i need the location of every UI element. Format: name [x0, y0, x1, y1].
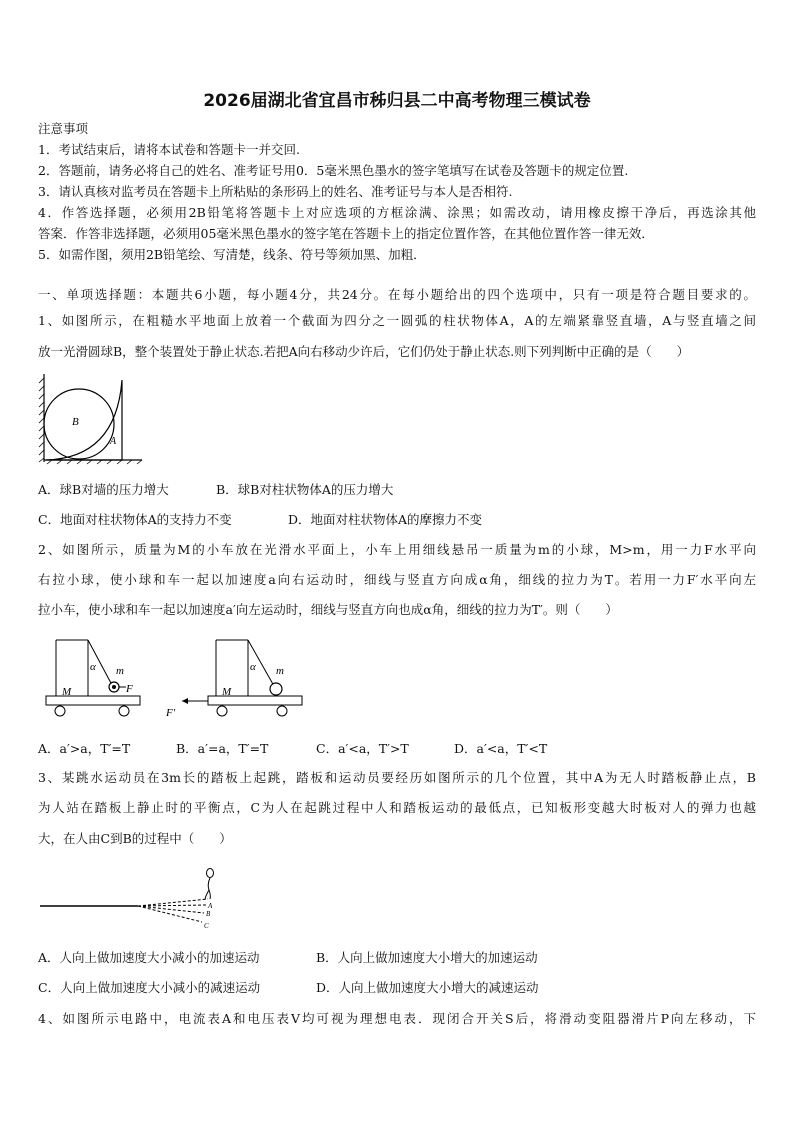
section-heading: 一、单项选择题：本题共6小题，每小题4分，共24分。在每小题给出的四个选项中，只有一项是符合题目要求的。 [38, 287, 756, 302]
question-1-figure [38, 372, 148, 464]
option-a[interactable]: A．a′>a，T′=T [38, 741, 131, 756]
ball-b-label: B [72, 416, 79, 428]
question-3-options [38, 978, 539, 996]
question-3-text: 大，在人由C到B的过程中（ ） [38, 831, 232, 846]
notice-item: 4．作答选择题，必须用2B铅笔将答题卡上对应选项的方框涂满、涂黑；如需改动，请用橡皮擦干净后，再选涂其他 [38, 205, 757, 220]
option-c[interactable]: C．地面对柱状物体A的支持力不变 [38, 512, 232, 527]
notice-item: 2．答题前，请务必将自己的姓名、准考证号用0．5毫米黑色墨水的签字笔填写在试卷及答题卡的规定位置. [38, 163, 629, 178]
option-a[interactable]: A．球B对墙的压力增大 [38, 482, 169, 497]
question-3-figure [38, 858, 228, 934]
question-1-options [38, 480, 393, 498]
point-a-label: A [208, 902, 213, 910]
notice-item: 1．考试结束后，请将本试卷和答题卡一并交回. [38, 142, 300, 157]
cart-mass-label: M [62, 686, 72, 698]
question-2-text: 右拉小球，使小球和车一起以加速度a向右运动时，细线与竖直方向成α角，细线的拉力为T。若用一力F′水平向左 [38, 572, 756, 587]
option-a[interactable]: A．人向上做加速度大小减小的加速运动 [38, 950, 260, 965]
question-1-text: 放一光滑圆球B，整个装置处于静止状态.若把A向右移动少许后，它们仍处于静止状态.则下列判断中正确的是（ ） [38, 344, 690, 359]
force-f-prime-label: F′ [166, 707, 176, 719]
question-3-options [38, 948, 538, 966]
option-d[interactable]: D．a′<a，T′<T [454, 741, 548, 756]
question-2-text: 拉小车，使小球和车一起以加速度a′向左运动时，细线与竖直方向也成α角，细线的拉力为T′。则（ ） [38, 602, 618, 617]
option-d[interactable]: D．人向上做加速度大小增大的减速运动 [316, 980, 539, 995]
alpha-label: α [90, 661, 96, 673]
option-d[interactable]: D．地面对柱状物体A的摩擦力不变 [288, 512, 483, 527]
question-3-text: 为人站在踏板上静止时的平衡点，C为人在起跳过程中人和踏板运动的最低点，已知板形变越大时板对人的弹力也越 [38, 800, 756, 815]
force-f-label: F [126, 683, 133, 695]
question-4-text: 4、如图所示电路中，电流表A和电压表V均可视为理想电表．现闭合开关S后，将滑动变阻器滑片P向左移动，下 [38, 1011, 756, 1026]
option-c[interactable]: C．人向上做加速度大小减小的减速运动 [38, 980, 261, 995]
question-2-options [38, 739, 547, 757]
point-c-label: C [204, 922, 209, 930]
page-title: 2026届湖北省宜昌市秭归县二中高考物理三模试卷 [203, 91, 591, 111]
cart-mass-label: M [222, 686, 232, 698]
question-2-text: 2、如图所示，质量为M的小车放在光滑水平面上，小车上用细线悬吊一质量为m的小球，M>m，用一力F水平向 [38, 542, 756, 557]
question-2-figure-right [44, 636, 154, 722]
point-b-label: B [206, 910, 211, 918]
m-label: m [116, 665, 124, 677]
notice-item: 答案．作答非选择题，必须用05毫米黑色墨水的签字笔在答题卡上的指定位置作答，在其他位置作答一律无效． [38, 226, 654, 241]
alpha-label: α [250, 661, 256, 673]
option-b[interactable]: B．a′=a，T′=T [176, 741, 269, 756]
question-3-text: 3、某跳水运动员在3m长的踏板上起跳，踏板和运动员要经历如图所示的几个位置，其中A为无人时踏板静止点，B [38, 770, 756, 785]
question-2-figure-left [160, 636, 290, 722]
option-b[interactable]: B．球B对柱状物体A的压力增大 [216, 482, 394, 497]
notice-item: 3．请认真核对监考员在答题卡上所粘贴的条形码上的姓名、准考证号与本人是否相符. [38, 184, 513, 199]
notice-heading: 注意事项 [38, 121, 89, 136]
notice-item: 5．如需作图，须用2B铅笔绘、写清楚，线条、符号等须加黑、加粗． [38, 247, 426, 262]
question-1-options [38, 510, 482, 528]
question-1-text: 1、如图所示，在粗糙水平地面上放着一个截面为四分之一圆弧的柱状物体A，A的左端紧靠竖直墙，A与竖直墙之间 [38, 313, 756, 328]
m-label: m [276, 665, 284, 677]
block-a-label: A [110, 436, 117, 447]
option-c[interactable]: C．a′<a，T′>T [316, 741, 409, 756]
option-b[interactable]: B．人向上做加速度大小增大的加速运动 [316, 950, 538, 965]
